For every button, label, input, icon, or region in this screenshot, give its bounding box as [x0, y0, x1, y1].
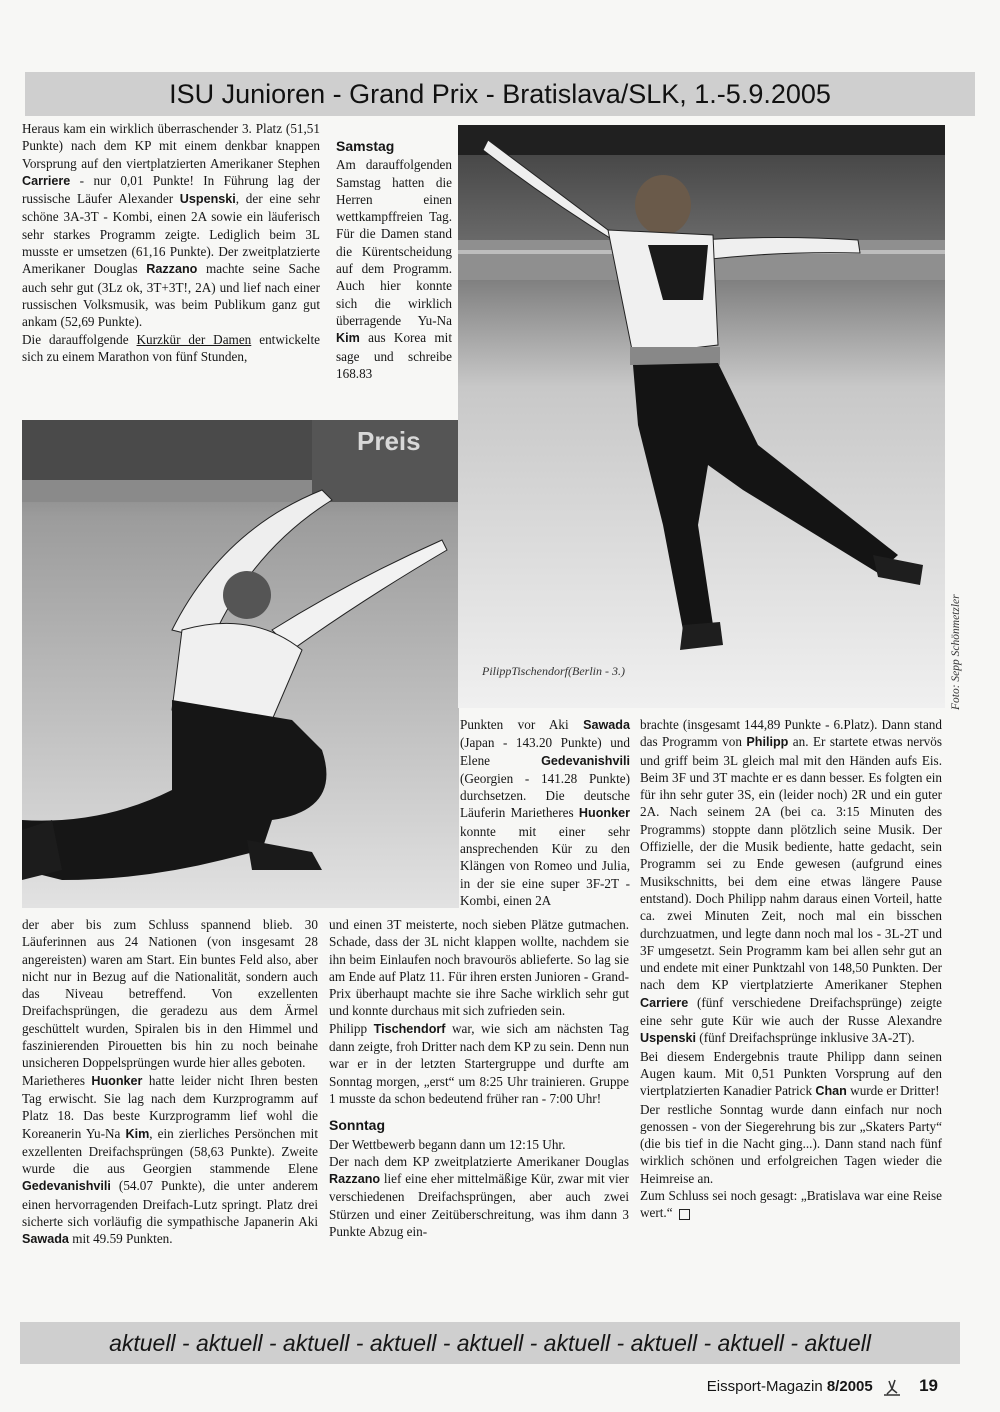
- paragraph: Der restliche Sonntag wurde dann einfach nur noch genossen - von der Siegerehrung bis zur „Skaters Party“ (die bis tief in die Nacht ging...). Dann stand nach fünf wirklich schönen und erfolgreichen Tagen wieder die Heimreise an.: [640, 1101, 942, 1186]
- paragraph: Heraus kam ein wirklich überraschender 3. Platz (51,51 Punkte) nach dem KP mit einem denkbar knappen Vorsprung auf den viertplatzierten Amerikaner Stephen Carriere - nur 0,01 Punkte! In Führung lag der russische Läufer Alexander Uspenski, der eine sehr schöne 3A-3T - Kombi, einen 2A sowie ein läuferisch sehr starkes Programm zeigte. Lediglich beim 3L musste er umsetzen (61,16 Punkte). Der zweitplatzierte Amerikaner Douglas Razzano machte seine Sache auch sehr gut (3Lz ok, 3T+3T!, 2A) und lief nach einer russischen Volksmusik, was beim Publikum ganz gut ankam (52,69 Punkte).: [22, 121, 320, 330]
- paragraph: der aber bis zum Schluss spannend blieb. 30 Läuferinnen aus 24 Nationen (von insgesamt 28 angereisten) waren am Start. Ein buntes Feld also, aber nicht nur in Bezug auf die Nationalität, sondern auch das Niveau betreffend. Von exzellenten Dreifachsprüngen, die geradezu aus dem Ärmel geschüttelt wurden, Spiralen bis in den Himmel und faszinierenden Pirouetten bis hin zu noch beinahe unsicheren Doppelsprüngen wurde hier alles geboten.: [22, 917, 318, 1071]
- article-col1-top: [22, 120, 320, 365]
- paragraph: Marietheres Huonker hatte leider nicht Ihren besten Tag erwischt. Sie lag nach dem Kurzprogramm auf Platz 18. Das beste Kurzprogramm lief wohl die Koreanerin Yu-Na Kim, ein zierliches Persönchen mit exzellenten Dreifachsprüngen (58,63 Punkte). Zweite wurde die aus Georgien stammende Elene Gedevanishvili (54.07 Punkte), die unter anderem einen hervorragenden Dreifach-Lutz springt. Platz drei sicherte sich vorläufig die sympathische Japanerin Aki Sawada mit 49.59 Punkten.: [22, 1072, 319, 1247]
- paragraph: Zum Schluss sei noch gesagt: „Bratislava war eine Reise wert.“: [640, 1188, 942, 1221]
- photo-kneeling-skater: [22, 420, 459, 908]
- article-col3-bottom: [640, 716, 942, 1222]
- paragraph: brachte (insgesamt 144,89 Punkte - 6.Platz). Dann stand das Programm von Philipp an. Er startete etwas nervös und griff beim 3L gleich mal mit den Händen aufs Eis. Beim 3F und 3T machte er es dann besser. Es folgten ein für ihn sehr guter 3S, ein (leider noch) 2R und ein guter 2A. Nach seinem 2A (bei ca. 3:15 Minuten des Programms) stoppte dann plötzlich seine Musik. Der Offizielle, der die Musik bediente, hatte gedacht, sein Programm sei zu Ende gewesen (aufgrund eines Musikschnitts, bei dem eine etwas längere Pause entstand). Doch Philipp nahm daraus einen Vorteil, hatte ca. zwei Minuten Zeit, noch mal ein bisschen durchzuatmen, und legte dann noch mal los - 3L-2T und 3F umgesetzt. Sein Programm kam bei allen sehr gut an und endete mit einer Punktzahl von 148,50 Punkten. Der nach dem KP viertplatzierte Amerikaner Stephen Carriere (fünf verschiedene Dreifachsprünge) zeigte eine sehr gute Kür wie auch der Russe Alexandre Uspenski (fünf Dreifachsprünge inklusive 3A-2T).: [640, 717, 942, 1046]
- issue-number: 8/2005: [826, 1378, 873, 1395]
- photo-standing-skater: [458, 125, 945, 708]
- paragraph: Bei diesem Endergebnis traute Philipp dann seinen Augen kaum. Mit 0,51 Punkten Vorsprung auf den viertplatzierten Kanadier Patrick Chan wurde er Dritter!: [640, 1048, 942, 1099]
- paragraph: Der Wettbewerb begann dann um 12:15 Uhr.: [329, 1136, 566, 1152]
- paragraph: Die darauffolgende Kurzkür der Damen entwickelte sich zu einem Marathon von fünf Stunden,: [22, 331, 320, 364]
- photo-credit: Foto: Sepp Schönmetzler: [950, 594, 962, 710]
- paragraph: Punkten vor Aki Sawada (Japan - 143.20 Punkte) und Elene Gedevanishvili (Georgien - 141.28 Punkte) durchsetzen. Die deutsche Läuferin Marietheres Huonker konnte mit einer sehr ansprechenden Kür zu den Klängen von Romeo und Julia, in der sie eine super 3F-2T - Kombi, einen 2A: [460, 717, 630, 908]
- section-heading-samstag: Samstag: [336, 138, 395, 154]
- paragraph: Der nach dem KP zweitplatzierte Amerikaner Douglas Razzano lief eine eher mittelmäßige Kür, zwar mit vier verschiedenen Dreifachsprüngen, aber auch zwei Stürzen und einer Zeitüberschreitung, was ihm dann 3 Punkte Abzug ein-: [329, 1153, 629, 1240]
- paragraph: Am darauffolgenden Samstag hatten die Herren einen wettkampffreien Tag. Für die Damen stand die Kürentscheidung auf dem Programm. Auch hier konnte sich die wirklich überragende Yu-Na Kim aus Korea mit sage und schreibe 168.83: [336, 157, 452, 381]
- article-col2-top: [336, 138, 452, 382]
- end-mark-icon: [679, 1209, 690, 1220]
- paragraph: und einen 3T meisterte, noch sieben Plätze gutmachen. Schade, dass der 3L nicht klappen wollte, nachdem sie ihn beim Einlaufen noch bravourös ablieferte. So lag sie am Ende auf Platz 11. Für ihren ersten Junioren - Grand-Prix überhaupt machte sie ihre Sache wirklich sehr gut und konnte durchaus mit sich zufrieden sein.: [329, 917, 629, 1019]
- article-col2-bottom: [329, 916, 629, 1240]
- page-number: 19: [919, 1376, 938, 1395]
- skater-logo-icon: [881, 1377, 903, 1397]
- magazine-name: Eissport-Magazin: [706, 1378, 823, 1395]
- banner-text: Preis: [357, 426, 421, 456]
- photo-caption: PilippTischendorf(Berlin - 3.): [482, 664, 625, 678]
- bottom-banner-text: aktuell - aktuell - aktuell - aktuell - aktuell - aktuell - aktuell - aktuell - aktuell: [109, 1330, 871, 1356]
- article-col1-bottom: [22, 916, 318, 1249]
- article-col-mid: [460, 716, 630, 909]
- page-title: ISU Junioren - Grand Prix - Bratislava/SLK, 1.-5.9.2005: [169, 79, 831, 109]
- bottom-banner: [20, 1322, 960, 1364]
- title-bar: [25, 72, 975, 116]
- paragraph: Philipp Tischendorf war, wie sich am nächsten Tag dann zeigte, froh Dritter nach dem KP zu sein. Denn nun war er in der letzten Startergruppe und durfte am Sonntag morgen, „erst“ um 8:25 Uhr trainieren. Gruppe 1 musste da schon bedeutend früher ran - 7:00 Uhr!: [329, 1020, 630, 1106]
- footer: [707, 1376, 938, 1397]
- section-heading-sonntag: Sonntag: [329, 1117, 385, 1134]
